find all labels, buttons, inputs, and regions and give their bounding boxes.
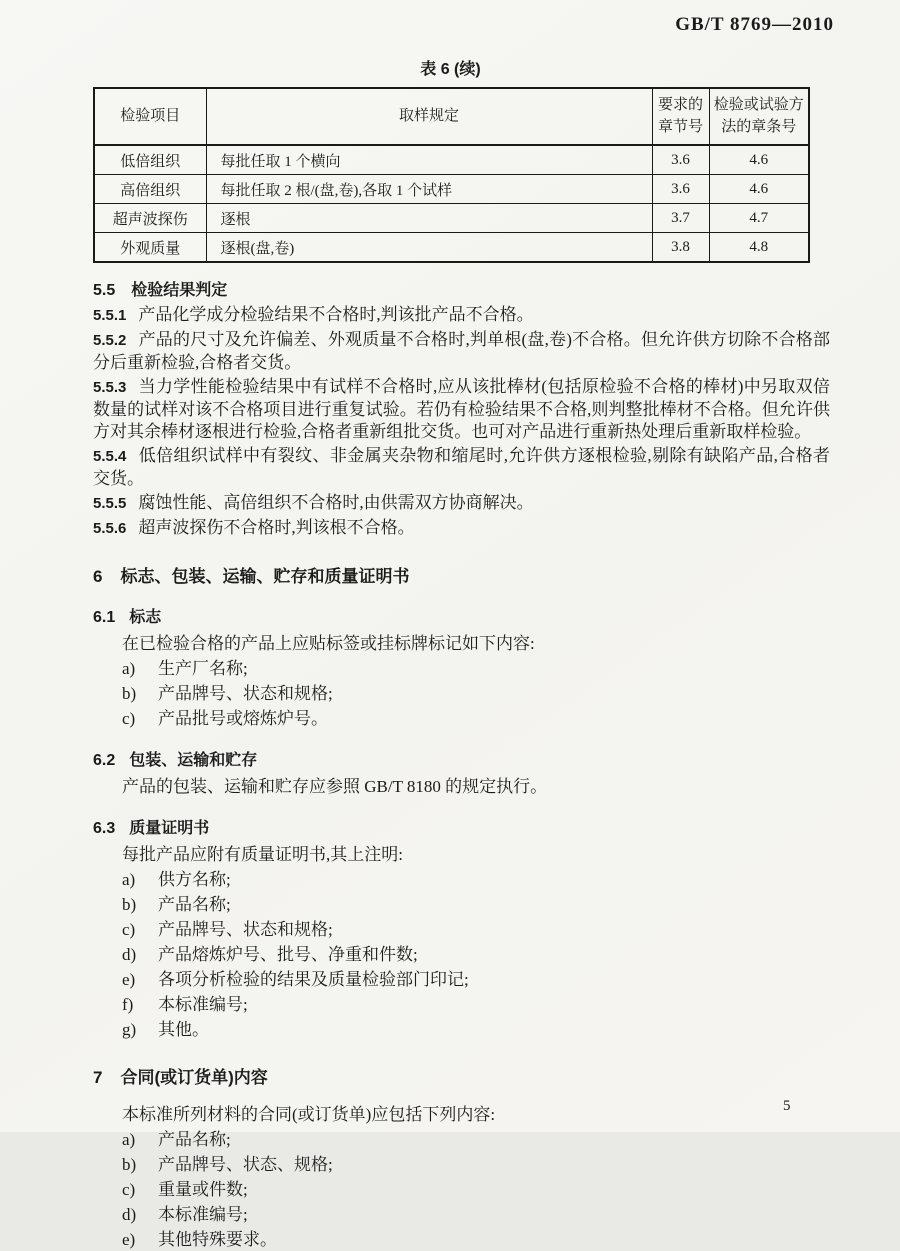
- item-label: c): [122, 709, 136, 728]
- item-label: d): [122, 1205, 137, 1224]
- cell-sampling: 每批任取 1 个横向: [206, 145, 652, 175]
- clause-5-5-3: [93, 376, 830, 443]
- item-text: 产品牌号、状态、规格;: [158, 1155, 333, 1174]
- list-item: [93, 682, 830, 705]
- item-label: e): [122, 1230, 136, 1249]
- item-label: b): [122, 1155, 137, 1174]
- clause-number: 7: [93, 1068, 103, 1087]
- item-text: 产品熔炼炉号、批号、净重和件数;: [158, 945, 418, 964]
- header-inspection-item: 检验项目: [94, 88, 206, 145]
- cell-method: 4.7: [709, 204, 809, 233]
- table-header-row: [94, 88, 809, 145]
- clause-number: 5.5.2: [93, 332, 127, 349]
- clause-text: 产品化学成分检验结果不合格时,判该批产品不合格。: [138, 305, 534, 324]
- header-method-clause: [709, 88, 809, 145]
- item-text: 产品牌号、状态和规格;: [158, 920, 333, 939]
- header-requirement-clause: [652, 88, 709, 145]
- item-label: a): [122, 1130, 136, 1149]
- table-6-continued: [93, 87, 810, 263]
- standard-reference: GB/T 8769—2010: [675, 14, 834, 35]
- cell-method: 4.8: [709, 233, 809, 263]
- clause-title: 合同(或订货单)内容: [120, 1068, 268, 1087]
- item-text: 产品批号或熔炼炉号。: [158, 709, 328, 728]
- item-text: 产品名称;: [158, 895, 231, 914]
- cell-item: 外观质量: [94, 233, 206, 263]
- clause-number: 5.5.4: [93, 448, 127, 465]
- clause-title: 包装、运输和贮存: [129, 752, 258, 769]
- clause-text: 低倍组织试样中有裂纹、非金属夹杂物和缩尾时,允许供方逐根检验,剔除有缺陷产品,合格者交货。: [93, 446, 830, 488]
- list-item: [93, 1153, 830, 1176]
- clause-text: 当力学性能检验结果中有试样不合格时,应从该批棒材(包括原检验不合格的棒材)中另取双倍数量的试样对该不合格项目进行重复试验。若仍有检验结果不合格,则判整批棒材不合格。但允许供方对其余棒材逐根进行检验,合格者重新组批交货。也可对产品进行重新热处理后重新取样检验。: [93, 377, 830, 441]
- item-label: b): [122, 895, 137, 914]
- item-label: b): [122, 684, 137, 703]
- clause-5-5-6: [93, 517, 830, 540]
- clause-6-heading: [93, 562, 830, 587]
- item-text: 各项分析检验的结果及质量检验部门印记;: [158, 970, 469, 989]
- clause-5-5-heading: [93, 277, 830, 300]
- header-requirement-line2: 章节号: [657, 118, 703, 135]
- item-text: 其他特殊要求。: [158, 1230, 277, 1249]
- item-text: 产品名称;: [158, 1130, 231, 1149]
- header-method-line1: 检验或试验方: [713, 96, 804, 113]
- table-row: [94, 233, 809, 263]
- list-item: [93, 993, 830, 1016]
- page-body: [93, 50, 830, 1251]
- clause-title: 检验结果判定: [131, 282, 228, 299]
- item-text: 产品牌号、状态和规格;: [158, 684, 333, 703]
- table-title: 表 6 (续): [420, 61, 481, 78]
- item-label: a): [122, 870, 136, 889]
- cell-method: 4.6: [709, 175, 809, 204]
- clause-5-5-1: [93, 304, 830, 327]
- item-label: c): [122, 920, 136, 939]
- item-text: 供方名称;: [158, 870, 231, 889]
- clause-number: 6.2: [93, 752, 116, 769]
- item-label: a): [122, 659, 136, 678]
- cell-item: 超声波探伤: [94, 204, 206, 233]
- clause-title: 质量证明书: [129, 820, 210, 837]
- table-row: [94, 175, 809, 204]
- cell-requirement: 3.8: [652, 233, 709, 263]
- clause-number: 5.5.1: [93, 307, 127, 324]
- clause-6-3-heading: [93, 815, 830, 838]
- item-label: d): [122, 945, 137, 964]
- header-method-line2: 法的章条号: [721, 118, 797, 135]
- list-item: [93, 868, 830, 891]
- list-item: [93, 893, 830, 916]
- cell-item: 低倍组织: [94, 145, 206, 175]
- list-item: [93, 1228, 830, 1251]
- item-text: 其他。: [158, 1020, 209, 1039]
- cell-sampling: 逐根: [206, 204, 652, 233]
- cell-sampling: 每批任取 2 根/(盘,卷),各取 1 个试样: [206, 175, 652, 204]
- item-label: e): [122, 970, 136, 989]
- clause-text: 产品的尺寸及允许偏差、外观质量不合格时,判单根(盘,卷)不合格。但允许供方切除不合格部分后重新检验,合格者交货。: [93, 330, 830, 372]
- list-item: [93, 1178, 830, 1201]
- header-sampling-rule: 取样规定: [206, 88, 652, 145]
- header-requirement-line1: 要求的: [657, 96, 703, 113]
- cell-requirement: 3.6: [652, 175, 709, 204]
- clause-number: 5.5: [93, 282, 116, 299]
- list-item: [93, 968, 830, 991]
- clause-5-5-4: [93, 445, 830, 490]
- list-item: [93, 918, 830, 941]
- clause-6-1-heading: [93, 604, 830, 627]
- clause-number: 6.1: [93, 609, 116, 626]
- list-item: [93, 707, 830, 730]
- clause-title: 标志: [129, 609, 162, 626]
- list-item: [93, 1128, 830, 1151]
- clause-5-5-2: [93, 329, 830, 374]
- clause-7-heading: [93, 1063, 830, 1088]
- clause-6-2-body: 产品的包装、运输和贮存应参照 GB/T 8180 的规定执行。: [122, 777, 548, 796]
- cell-requirement: 3.6: [652, 145, 709, 175]
- item-text: 本标准编号;: [158, 1205, 248, 1224]
- item-text: 重量或件数;: [158, 1180, 248, 1199]
- clause-6-3-intro: 每批产品应附有质量证明书,其上注明:: [122, 845, 403, 864]
- clause-text: 超声波探伤不合格时,判该根不合格。: [138, 518, 415, 537]
- clause-text: 腐蚀性能、高倍组织不合格时,由供需双方协商解决。: [138, 493, 534, 512]
- clause-number: 5.5.6: [93, 520, 127, 537]
- clause-number: 6: [93, 567, 103, 586]
- item-text: 生产厂名称;: [158, 659, 248, 678]
- item-text: 本标准编号;: [158, 995, 248, 1014]
- clause-7-intro: 本标准所列材料的合同(或订货单)应包括下列内容:: [122, 1105, 496, 1124]
- clause-6-2-heading: [93, 747, 830, 770]
- item-label: c): [122, 1180, 136, 1199]
- clause-6-1-intro: 在已检验合格的产品上应贴标签或挂标牌标记如下内容:: [122, 634, 535, 653]
- clause-title: 标志、包装、运输、贮存和质量证明书: [120, 567, 410, 586]
- clause-number: 6.3: [93, 820, 116, 837]
- table-row: [94, 145, 809, 175]
- list-item: [93, 1018, 830, 1041]
- page-number: 5: [783, 1098, 791, 1114]
- cell-method: 4.6: [709, 145, 809, 175]
- item-label: f): [122, 995, 134, 1014]
- list-item: [93, 657, 830, 680]
- clause-5-5-5: [93, 492, 830, 515]
- cell-item: 高倍组织: [94, 175, 206, 204]
- item-label: g): [122, 1020, 137, 1039]
- table-row: [94, 204, 809, 233]
- list-item: [93, 1203, 830, 1226]
- cell-sampling: 逐根(盘,卷): [206, 233, 652, 263]
- list-item: [93, 943, 830, 966]
- cell-requirement: 3.7: [652, 204, 709, 233]
- clause-number: 5.5.5: [93, 495, 127, 512]
- clause-number: 5.5.3: [93, 379, 127, 396]
